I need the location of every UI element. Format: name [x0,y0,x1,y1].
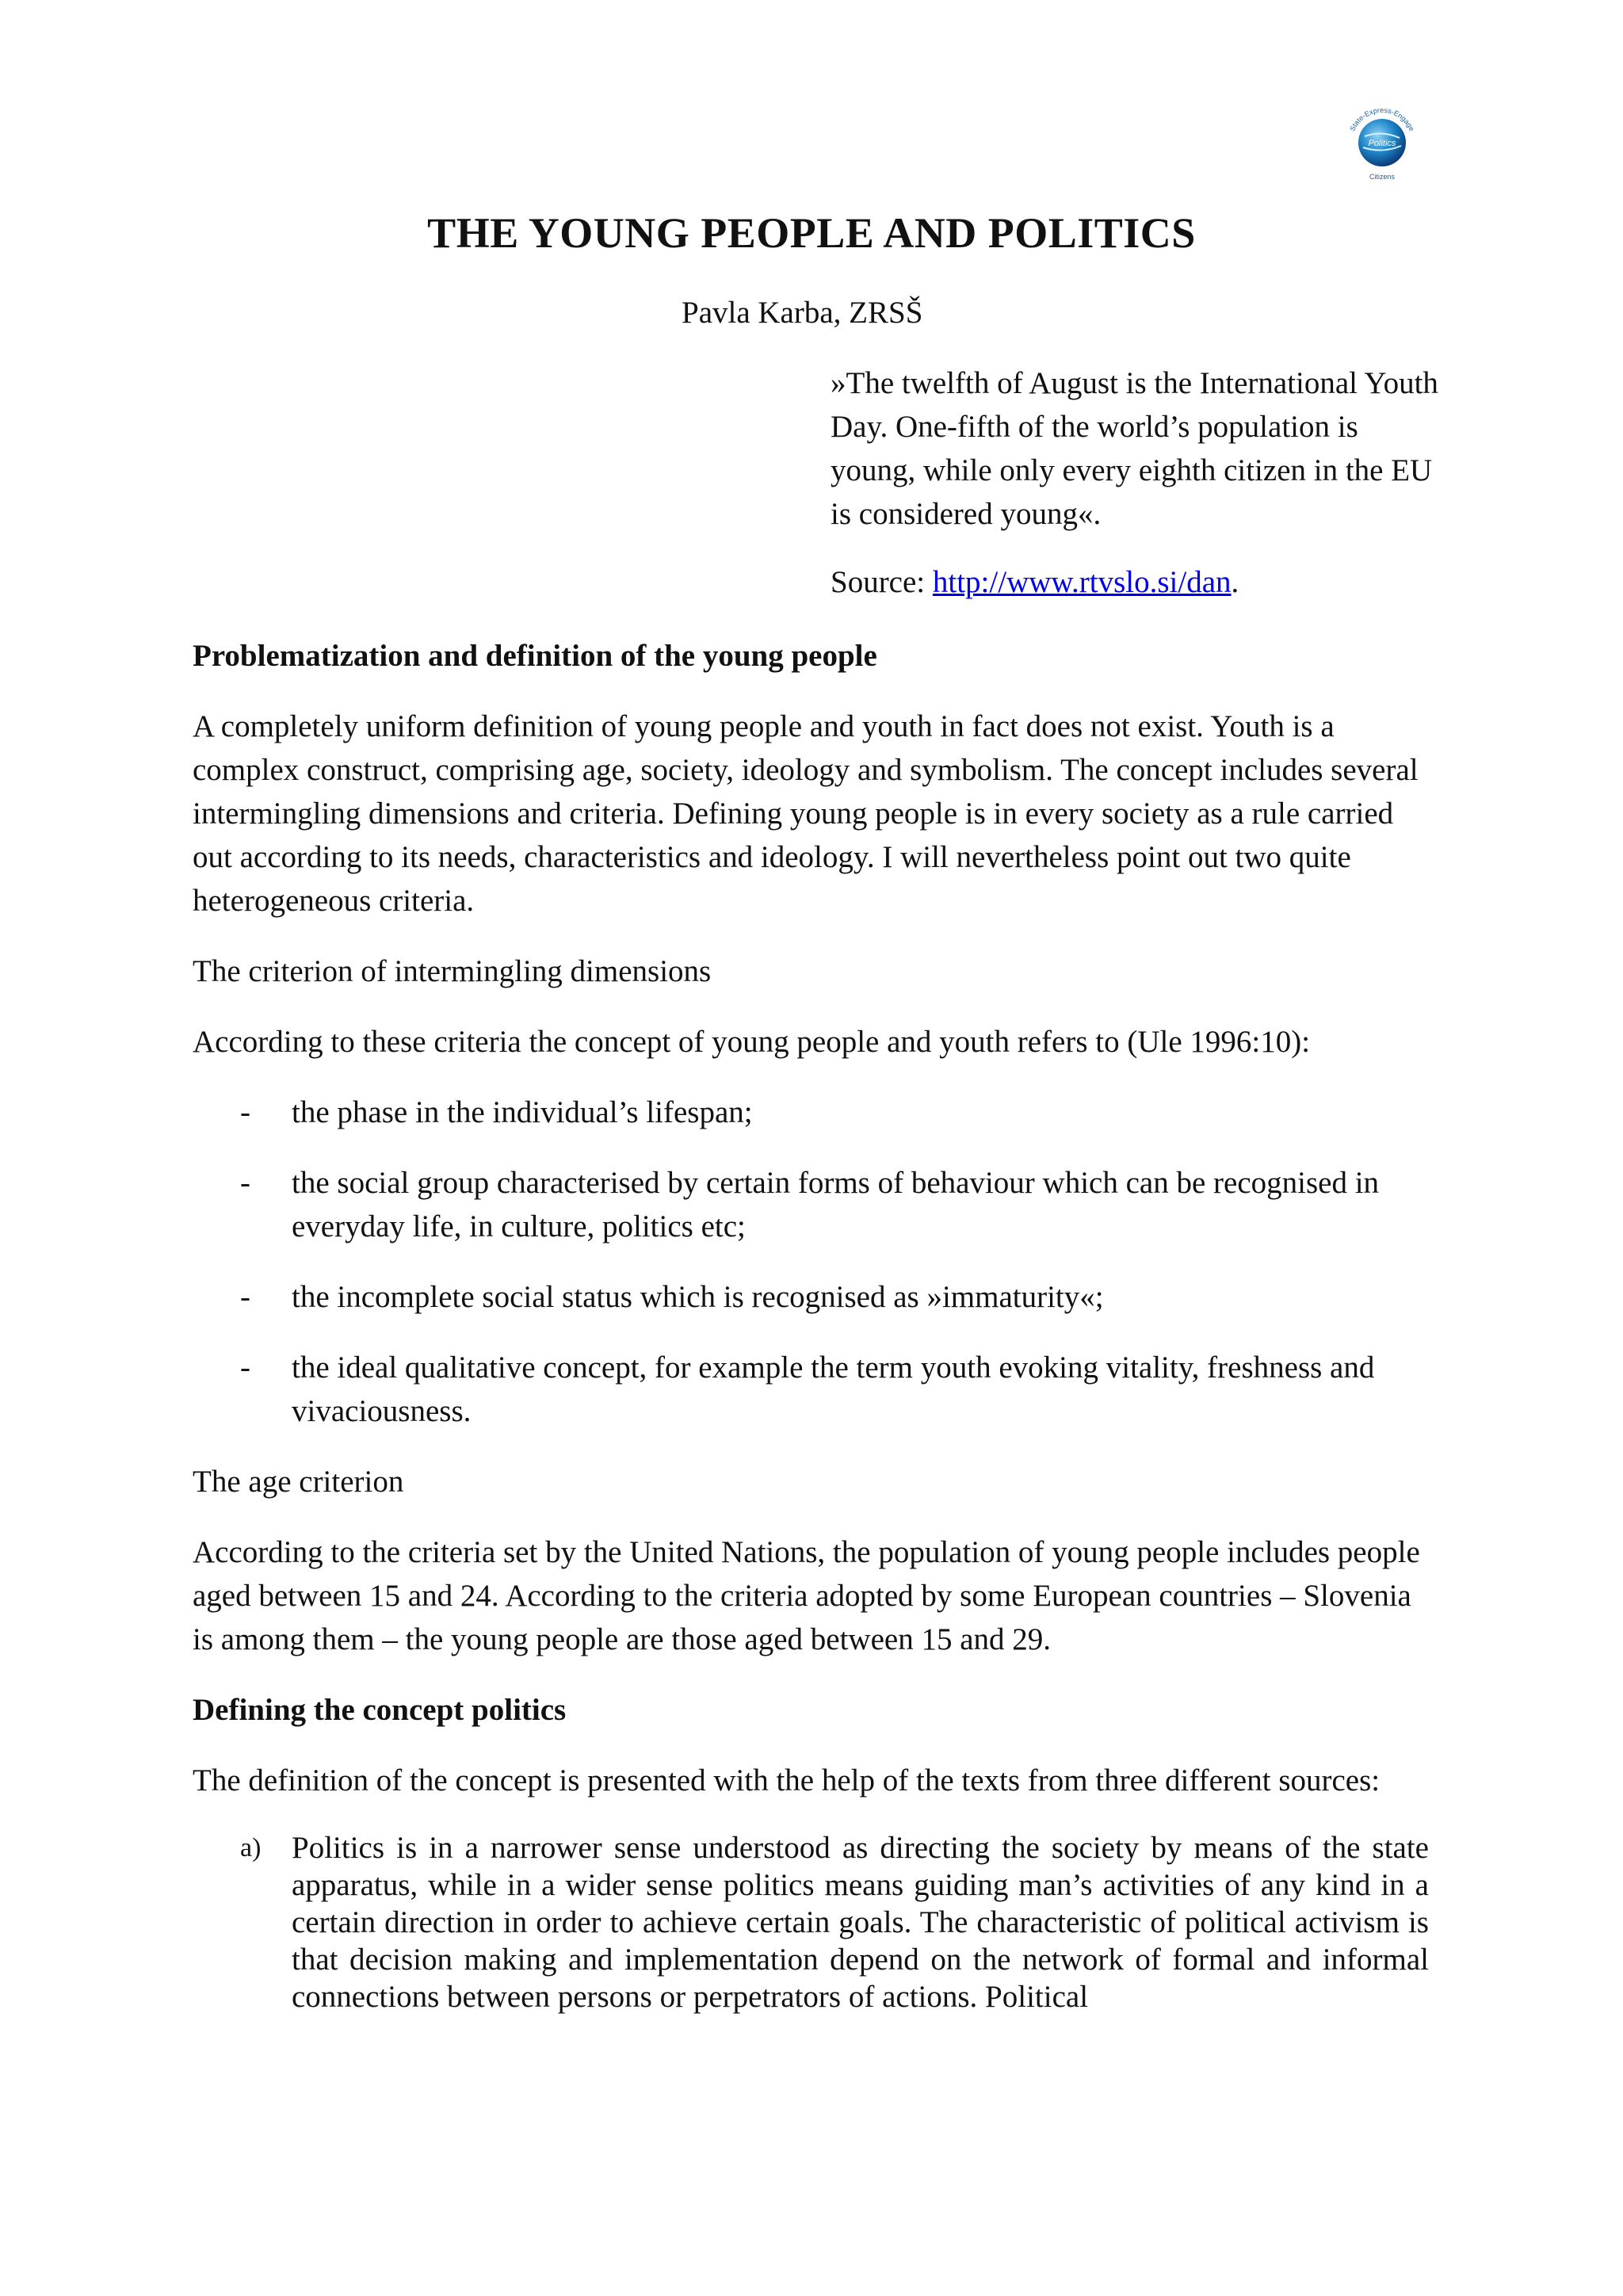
logo-bottom-text: Citizens [1369,173,1396,181]
politics-citizens-logo [1338,98,1426,187]
list-item-text: the phase in the individual’s lifespan; [292,1095,753,1129]
criteria-bullet-list [193,1091,1429,1433]
logo-center-text: Politics [1368,139,1396,148]
epigraph-source [831,563,1239,602]
paragraph-definition: A completely uniform definition of young people and youth in fact does not exist. Youth is a complex construct, comprising age, society, ideology and symbolism. The concept includes several intermingling dimensions and criteria. Defining young people is in every society as a rule carried out according to its needs, characteristics and ideology. I will nevertheless point out two quite heterogeneous criteria. [193,709,1419,918]
source-label: Source: [831,565,933,599]
list-item-text: the ideal qualitative concept, for example the term youth evoking vitality, freshness and vivaciousness. [292,1350,1375,1428]
logo-top-text: State-Express-Engage [1348,105,1416,132]
list-item [193,1161,1429,1248]
list-item-text: the incomplete social status which is recognised as »immaturity«; [292,1280,1104,1314]
paragraph-criteria-intro: According to these criteria the concept of young people and youth refers to (Ule 1996:10): [193,1025,1311,1059]
epigraph-quote: »The twelfth of August is the International Youth Day. One-fifth of the world’s population is young, while only every eighth citizen in the EU is considered young«. [831,366,1438,531]
paragraph-age-criterion: According to the criteria set by the United Nations, the population of young people includes people aged between 15 and 24. According to the criteria adopted by some European countries – Slovenia is among them – the young people are those aged between 15 and 29. [193,1535,1420,1656]
list-item [193,1346,1429,1433]
author-line: Pavla Karba, ZRSŠ [682,296,923,330]
source-suffix: . [1231,565,1239,599]
list-item-text: Politics is in a narrower sense understood as directing the society by means of the state apparatus, while in a wider sense politics means guiding man’s activities of any kind in a certain direction in order to achieve certain goals. The characteristic of political activism is that decision making and implementation depend on the network of formal and informal connections between persons or perpetrators of actions. Political [292,1831,1429,2014]
document-title: THE YOUNG PEOPLE AND POLITICS [427,209,1196,257]
globe-icon [1338,98,1426,187]
section-heading-problematization: Problematization and definition of the young people [193,639,877,673]
list-item [193,1091,1429,1134]
subheading-age-criterion: The age criterion [193,1465,404,1499]
bullet-dash: - [240,1280,250,1314]
bullet-dash: - [240,1350,250,1385]
source-link[interactable]: http://www.rtvslo.si/dan [932,565,1232,599]
subheading-intermingling-dimensions: The criterion of intermingling dimensions [193,954,712,988]
section-heading-politics: Defining the concept politics [193,1693,567,1727]
sources-list [193,1829,1429,2015]
list-marker: a) [240,1833,262,1862]
bullet-dash: - [240,1166,250,1200]
paragraph-sources-intro: The definition of the concept is presented with the help of the texts from three different sources: [193,1763,1381,1797]
bullet-dash: - [240,1095,250,1129]
list-item [193,1275,1429,1319]
list-item [193,1829,1429,2015]
document-body [193,634,1429,2015]
list-item-text: the social group characterised by certain forms of behaviour which can be recognised in everyday life, in culture, politics etc; [292,1166,1380,1244]
